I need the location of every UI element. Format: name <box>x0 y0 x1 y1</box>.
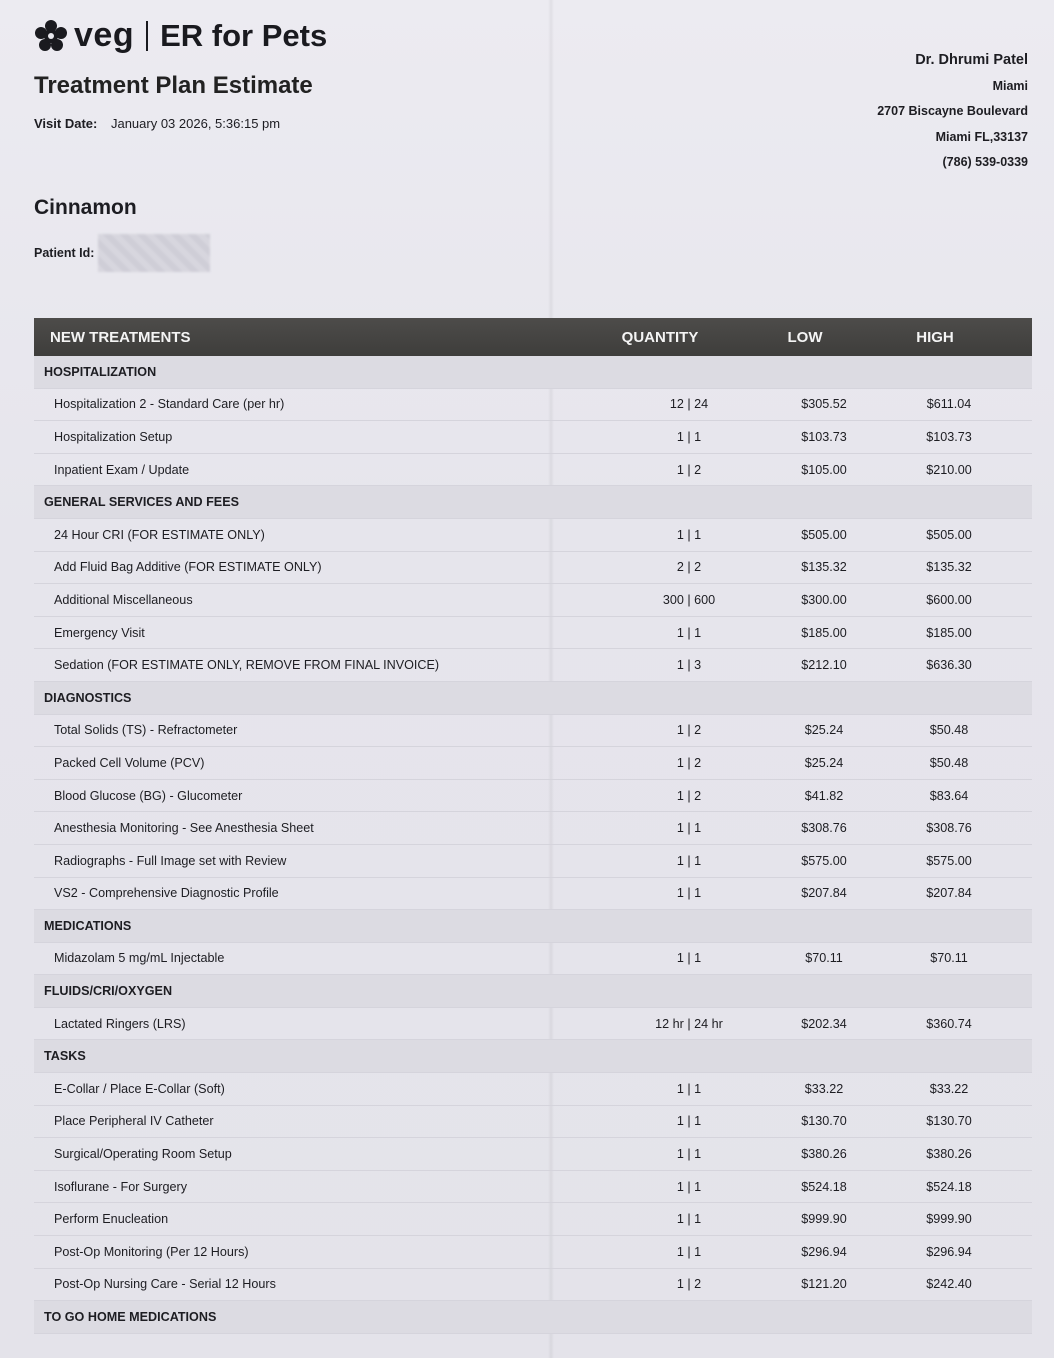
treatment-high-price: $130.70 <box>926 1114 972 1129</box>
treatment-low-price: $130.70 <box>801 1114 847 1129</box>
section-title: MEDICATIONS <box>44 918 132 933</box>
treatment-low-price: $524.18 <box>801 1179 847 1194</box>
table-row <box>34 1203 1032 1236</box>
treatment-low-price: $575.00 <box>801 853 847 868</box>
treatment-name: Hospitalization Setup <box>54 429 173 444</box>
treatment-quantity: 1 | 1 <box>676 821 702 836</box>
treatment-low-price: $41.82 <box>804 788 844 803</box>
treatment-low-price: $25.24 <box>804 723 844 738</box>
treatment-name: Add Fluid Bag Additive (FOR ESTIMATE ONLY) <box>54 560 322 575</box>
table-row <box>34 747 1032 780</box>
table-row <box>34 1171 1032 1204</box>
treatment-name: Surgical/Operating Room Setup <box>54 1147 232 1162</box>
treatment-low-price: $135.32 <box>801 560 847 575</box>
section-title: DIAGNOSTICS <box>44 690 132 705</box>
treatment-high-price: $50.48 <box>929 755 969 770</box>
treatment-low-price: $380.26 <box>801 1147 847 1162</box>
table-row <box>34 389 1032 422</box>
treatment-name: Lactated Ringers (LRS) <box>54 1016 186 1031</box>
treatment-quantity: 1 | 1 <box>676 1179 702 1194</box>
treatment-high-price: $999.90 <box>926 1212 972 1227</box>
veg-logo <box>34 16 327 55</box>
treatment-high-price: $308.76 <box>926 821 972 836</box>
treatment-low-price: $296.94 <box>801 1244 847 1259</box>
treatment-low-price: $999.90 <box>801 1212 847 1227</box>
treatment-low-price: $103.73 <box>801 429 847 444</box>
visit-date-line <box>34 116 280 131</box>
table-row <box>34 1106 1032 1139</box>
table-row <box>34 649 1032 682</box>
table-row <box>34 552 1032 585</box>
treatment-name: Radiographs - Full Image set with Review <box>54 853 287 868</box>
treatment-name: E-Collar / Place E-Collar (Soft) <box>54 1081 225 1096</box>
clinic-city-zip: Miami FL,33137 <box>935 129 1028 144</box>
treatment-name: Emergency Visit <box>54 625 145 640</box>
treatment-high-price: $360.74 <box>926 1016 972 1031</box>
section-row <box>34 356 1032 389</box>
page-title: Treatment Plan Estimate <box>34 72 313 99</box>
table-row <box>34 1236 1032 1269</box>
treatment-low-price: $25.24 <box>804 755 844 770</box>
treatment-low-price: $212.10 <box>801 658 847 673</box>
treatment-quantity: 1 | 1 <box>676 625 702 640</box>
brand-name: veg <box>74 16 135 54</box>
treatment-table <box>34 318 1032 1334</box>
treatment-high-price: $242.40 <box>926 1277 972 1292</box>
treatment-high-price: $575.00 <box>926 853 972 868</box>
section-title: TO GO HOME MEDICATIONS <box>44 1310 217 1325</box>
treatment-high-price: $505.00 <box>926 527 972 542</box>
table-row <box>34 943 1032 976</box>
treatment-high-price: $524.18 <box>926 1179 972 1194</box>
treatment-name: Sedation (FOR ESTIMATE ONLY, REMOVE FROM FINAL INVOICE) <box>54 658 440 673</box>
treatment-high-price: $207.84 <box>926 886 972 901</box>
treatment-quantity: 1 | 2 <box>676 755 702 770</box>
clinic-info <box>877 48 1028 176</box>
treatment-name: Hospitalization 2 - Standard Care (per hr) <box>54 397 285 412</box>
treatment-name: Post-Op Nursing Care - Serial 12 Hours <box>54 1277 276 1292</box>
header-quantity: QUANTITY <box>621 328 699 346</box>
paw-flower-icon <box>34 19 68 53</box>
treatment-high-price: $135.32 <box>926 560 972 575</box>
visit-date-label: Visit Date: <box>34 116 98 131</box>
section-row <box>34 486 1032 519</box>
logo-divider <box>146 21 148 51</box>
section-row <box>34 975 1032 1008</box>
treatment-high-price: $33.22 <box>929 1081 969 1096</box>
table-row <box>34 1073 1032 1106</box>
section-title: HOSPITALIZATION <box>44 364 157 379</box>
patient-id-redacted <box>98 234 210 272</box>
treatment-name: Packed Cell Volume (PCV) <box>54 755 205 770</box>
treatment-quantity: 1 | 1 <box>676 1212 702 1227</box>
treatment-quantity: 1 | 1 <box>676 429 702 444</box>
treatment-name: Total Solids (TS) - Refractometer <box>54 723 238 738</box>
section-row <box>34 1301 1032 1334</box>
treatment-quantity: 12 hr | 24 hr <box>655 1016 723 1031</box>
treatment-quantity: 1 | 1 <box>676 1114 702 1129</box>
patient-id-line <box>34 234 210 272</box>
treatment-quantity: 1 | 1 <box>676 853 702 868</box>
treatment-quantity: 1 | 2 <box>676 723 702 738</box>
treatment-quantity: 1 | 2 <box>676 462 702 477</box>
treatment-high-price: $185.00 <box>926 625 972 640</box>
treatment-high-price: $380.26 <box>926 1147 972 1162</box>
section-row <box>34 1040 1032 1073</box>
treatment-high-price: $50.48 <box>929 723 969 738</box>
table-row <box>34 845 1032 878</box>
patient-id-label: Patient Id: <box>34 246 95 260</box>
treatment-low-price: $202.34 <box>801 1016 847 1031</box>
table-header <box>34 318 1032 356</box>
treatment-high-price: $210.00 <box>926 462 972 477</box>
treatment-quantity: 1 | 1 <box>676 1081 702 1096</box>
sub-brand: ER for Pets <box>160 17 328 53</box>
table-row <box>34 812 1032 845</box>
clinic-phone: (786) 539-0339 <box>942 155 1028 169</box>
patient-name: Cinnamon <box>34 196 137 219</box>
table-row <box>34 584 1032 617</box>
header-low: LOW <box>787 328 823 346</box>
treatment-name: Blood Glucose (BG) - Glucometer <box>54 788 243 803</box>
table-row <box>34 1269 1032 1302</box>
table-row <box>34 421 1032 454</box>
treatment-name: Inpatient Exam / Update <box>54 462 190 477</box>
treatment-low-price: $300.00 <box>801 592 847 607</box>
treatment-quantity: 300 | 600 <box>662 592 716 607</box>
treatment-name: VS2 - Comprehensive Diagnostic Profile <box>54 886 279 901</box>
table-row <box>34 1138 1032 1171</box>
treatment-high-price: $636.30 <box>926 658 972 673</box>
treatment-low-price: $33.22 <box>804 1081 844 1096</box>
treatment-high-price: $611.04 <box>926 397 972 412</box>
table-row <box>34 1008 1032 1041</box>
treatment-low-price: $308.76 <box>801 821 847 836</box>
section-title: TASKS <box>44 1049 86 1064</box>
treatment-quantity: 1 | 1 <box>676 1244 702 1259</box>
clinic-address: 2707 Biscayne Boulevard <box>877 104 1028 118</box>
treatment-quantity: 1 | 1 <box>676 951 702 966</box>
treatment-name: Perform Enucleation <box>54 1212 169 1227</box>
treatment-low-price: $105.00 <box>801 462 847 477</box>
table-body <box>34 356 1032 1334</box>
treatment-low-price: $185.00 <box>801 625 847 640</box>
treatment-name: Anesthesia Monitoring - See Anesthesia Sheet <box>54 821 314 836</box>
table-row <box>34 878 1032 911</box>
header-treatments: NEW TREATMENTS <box>50 328 191 346</box>
treatment-name: Additional Miscellaneous <box>54 592 193 607</box>
treatment-name: Place Peripheral IV Catheter <box>54 1114 214 1129</box>
treatment-high-price: $103.73 <box>926 429 972 444</box>
table-row <box>34 454 1032 487</box>
treatment-name: Post-Op Monitoring (Per 12 Hours) <box>54 1244 249 1259</box>
treatment-quantity: 1 | 1 <box>676 1147 702 1162</box>
treatment-low-price: $305.52 <box>801 397 847 412</box>
section-row <box>34 910 1032 943</box>
header-high: HIGH <box>916 328 954 346</box>
visit-date-value: January 03 2026, 5:36:15 pm <box>110 116 281 131</box>
treatment-quantity: 1 | 1 <box>676 527 702 542</box>
treatment-low-price: $207.84 <box>801 886 847 901</box>
clinic-location: Miami <box>992 78 1028 93</box>
treatment-quantity: 1 | 1 <box>676 886 702 901</box>
treatment-quantity: 1 | 2 <box>676 1277 702 1292</box>
section-row <box>34 682 1032 715</box>
treatment-high-price: $296.94 <box>926 1244 972 1259</box>
section-title: FLUIDS/CRI/OXYGEN <box>44 984 173 999</box>
table-row <box>34 780 1032 813</box>
treatment-high-price: $70.11 <box>930 951 968 966</box>
table-row <box>34 617 1032 650</box>
treatment-name: 24 Hour CRI (FOR ESTIMATE ONLY) <box>54 527 265 542</box>
treatment-quantity: 12 | 24 <box>669 397 709 412</box>
table-row <box>34 519 1032 552</box>
treatment-quantity: 1 | 3 <box>676 658 702 673</box>
treatment-name: Isoflurane - For Surgery <box>54 1179 187 1194</box>
treatment-high-price: $600.00 <box>926 592 972 607</box>
treatment-low-price: $121.20 <box>801 1277 847 1292</box>
treatment-name: Midazolam 5 mg/mL Injectable <box>54 951 225 966</box>
treatment-low-price: $505.00 <box>801 527 847 542</box>
table-row <box>34 715 1032 748</box>
treatment-quantity: 2 | 2 <box>676 560 702 575</box>
treatment-high-price: $83.64 <box>929 788 969 803</box>
doctor-name: Dr. Dhrumi Patel <box>915 52 1028 68</box>
section-title: GENERAL SERVICES AND FEES <box>44 495 240 510</box>
treatment-quantity: 1 | 2 <box>676 788 702 803</box>
treatment-low-price: $70.11 <box>805 951 843 966</box>
